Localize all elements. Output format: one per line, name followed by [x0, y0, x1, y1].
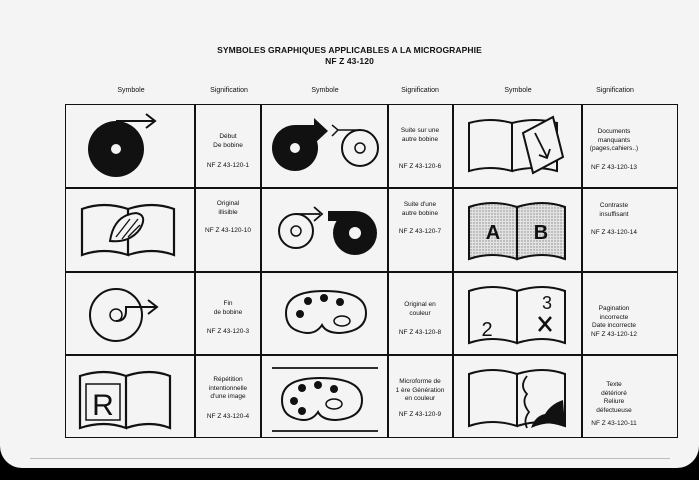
sig-debut-bobine	[197, 105, 259, 187]
label-texte-deteriore: Texte détérioré Reliure défectueuse	[596, 381, 632, 414]
suite-d-une-bobine-icon	[262, 189, 390, 271]
sig-suite-sur-bobine	[389, 105, 451, 187]
page-number-left: 2	[481, 319, 493, 341]
original-illisible-icon	[66, 189, 194, 271]
label-fin-bobine: Fin de bobine	[213, 300, 243, 316]
repetition-image-icon	[66, 356, 194, 438]
header-symbole-3: Symbole	[504, 87, 532, 94]
sig-texte-deteriore	[583, 356, 645, 438]
code-suite-d-une-bobine: NF Z 43-120-7	[398, 228, 442, 235]
label-microforme-couleur: Microforme de 1 ère Génération en couleur	[395, 378, 445, 402]
sig-original-couleur	[389, 273, 451, 355]
label-suite-sur-bobine: Suite sur une autre bobine	[400, 127, 440, 143]
divider	[30, 458, 670, 459]
code-microforme-couleur: NF Z 43-120-9	[398, 411, 442, 418]
code-original-couleur: NF Z 43-120-8	[398, 329, 442, 336]
header-symbole-2: Symbole	[311, 87, 339, 94]
sig-original-illisible	[197, 189, 259, 271]
code-documents-manquants: NF Z 43-120-13	[591, 164, 637, 171]
sig-microforme-couleur	[389, 356, 451, 438]
sig-fin-bobine	[197, 273, 259, 355]
microforme-couleur-icon	[262, 356, 390, 438]
label-pagination-incorrecte: Pagination incorrecte Date incorrecte	[591, 305, 637, 329]
label-suite-d-une-bobine: Suite d'une autre bobine	[401, 201, 439, 217]
header-signification-1: Signification	[210, 87, 248, 94]
code-debut-bobine: NF Z 43-120-1	[206, 162, 250, 169]
label-debut-bobine: Début De bobine	[213, 133, 243, 149]
documents-manquants-icon	[455, 105, 583, 187]
label-contraste-insuffisant: Contraste insuffisant	[599, 202, 629, 218]
code-repetition-image: NF Z 43-120-4	[206, 413, 250, 420]
header-symbole-1: Symbole	[117, 87, 145, 94]
contraste-insuffisant-icon	[455, 189, 583, 271]
code-contraste-insuffisant: NF Z 43-120-14	[591, 229, 637, 236]
page-number-right: 3	[541, 293, 553, 313]
code-texte-deteriore: NF Z 43-120-11	[591, 420, 637, 427]
sig-suite-d-une-bobine	[389, 189, 451, 271]
sig-contraste-insuffisant	[583, 189, 645, 271]
code-original-illisible: NF Z 43-120-10	[205, 227, 251, 234]
texte-deteriore-icon	[455, 356, 583, 438]
palette-couleur-icon	[262, 273, 390, 355]
label-documents-manquants: Documents manquants (pages,cahiers..)	[589, 128, 639, 152]
document-subtitle: NF Z 43-120	[325, 56, 374, 66]
contrast-letter-a: A	[485, 222, 501, 244]
document-title: SYMBOLES GRAPHIQUES APPLICABLES A LA MICROGRAPHIE	[217, 45, 482, 55]
code-fin-bobine: NF Z 43-120-3	[206, 328, 250, 335]
pagination-incorrecte-icon	[455, 273, 583, 355]
bobine-debut-icon	[66, 105, 194, 187]
symbols-table	[65, 104, 678, 438]
suite-sur-bobine-icon	[262, 105, 390, 187]
code-pagination-incorrecte: NF Z 43-120-12	[591, 331, 637, 338]
contrast-letter-b: B	[533, 222, 549, 244]
label-original-illisible: Original illisible	[216, 200, 240, 216]
header-signification-2: Signification	[401, 87, 439, 94]
header-signification-3: Signification	[596, 87, 634, 94]
sig-documents-manquants	[583, 105, 645, 187]
repetition-letter: R	[92, 389, 114, 422]
sig-pagination-incorrecte	[583, 273, 645, 355]
sig-repetition-image	[197, 356, 259, 438]
label-repetition-image: Répétition intentionnelle d'une image	[208, 376, 248, 400]
label-original-couleur: Original en couleur	[404, 301, 436, 317]
fin-de-bobine-icon	[66, 273, 194, 355]
code-suite-sur-bobine: NF Z 43-120-6	[398, 163, 442, 170]
